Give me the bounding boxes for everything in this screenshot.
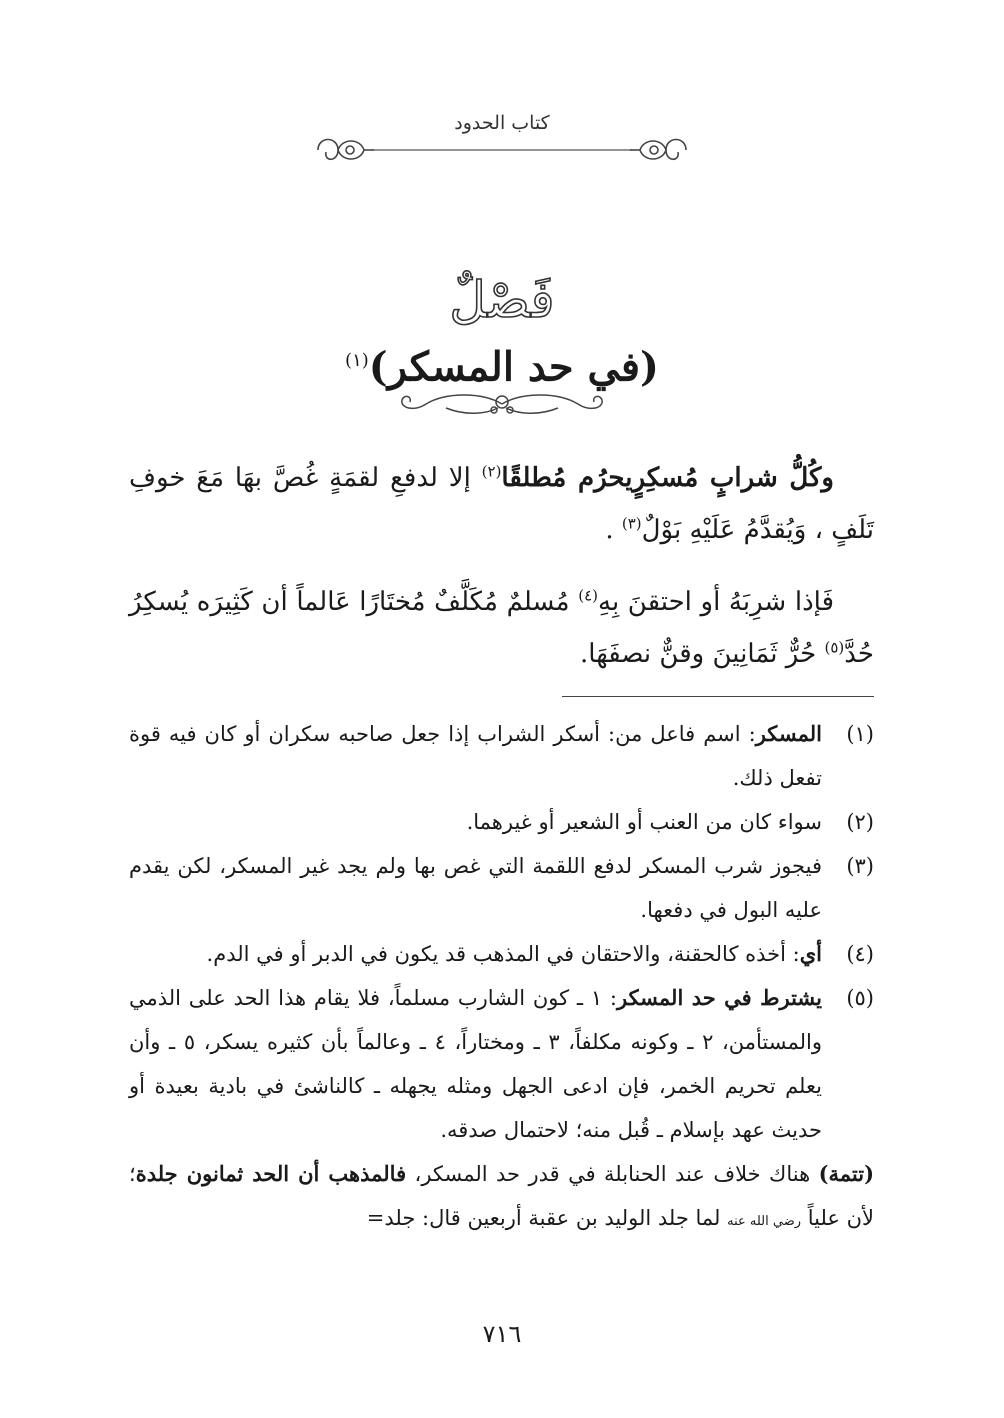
footnote-bold: يشترط في حد المسكر bbox=[617, 985, 822, 1010]
main-p2-a: فَإذا شرِبَهُ أو احتقنَ بِهِ bbox=[598, 587, 834, 617]
main-paragraph-2 bbox=[129, 576, 874, 680]
footnote-number: (١) bbox=[846, 722, 874, 746]
tatimma-bold: فالمذهب أن الحد ثمانون جلدة bbox=[135, 1161, 407, 1186]
footnote-text: : اسم فاعل من: أسكر الشراب إذا جعل صاحبه سكران أو كان فيه قوة تفعل ذلك. bbox=[129, 722, 822, 790]
running-header: كتاب الحدود bbox=[454, 112, 550, 134]
main-text bbox=[129, 452, 874, 700]
main-p1-lead: وكُلُّ شرابٍ مُسكِرٍيحرُم مُطلقًا bbox=[501, 463, 834, 493]
footnote-1 bbox=[129, 712, 874, 800]
footnote-bold: أي bbox=[799, 941, 822, 966]
footnote-number: (٣) bbox=[846, 854, 874, 878]
main-paragraph-1 bbox=[129, 452, 874, 556]
tatimma-text-1: هناك خلاف عند الحنابلة في قدر حد المسكر، bbox=[406, 1162, 819, 1186]
footnote-ref-5: (٥) bbox=[824, 638, 845, 657]
main-p2-b: مُسلمٌ مُكَلَّفٌ مُختَارًا عَالماً أن كَثِيرَه يُسكِرُ حُدَّ bbox=[129, 587, 874, 669]
main-p1-end: . bbox=[605, 515, 622, 545]
footnote-2 bbox=[129, 800, 874, 844]
honorific-text: رضي الله عنه bbox=[727, 1214, 802, 1229]
footnote-text: سواء كان من العنب أو الشعير أو غيرهما. bbox=[466, 810, 822, 834]
footnote-divider bbox=[562, 696, 874, 697]
tatimma-text-3: لما جلد الوليد بن عقبة أربعين قال: جلد= bbox=[366, 1206, 728, 1230]
main-p2-c: حُرٌّ ثَمَانِينَ وقنٌّ نصفَهَا. bbox=[580, 639, 825, 669]
title-ornament-icon bbox=[386, 388, 618, 420]
footnote-bold: المسكر bbox=[755, 721, 822, 746]
footnote-number: (٢) bbox=[846, 810, 874, 834]
footnote-number: (٤) bbox=[846, 942, 874, 966]
footnote-text: : أخذه كالحقنة، والاحتقان في المذهب قد يكون في الدبر أو في الدم. bbox=[206, 942, 800, 966]
chapter-subtitle-text: (في حد المسكر) bbox=[368, 343, 659, 391]
chapter-subtitle bbox=[0, 336, 1004, 392]
footnote-ref-2: (٢) bbox=[481, 462, 502, 481]
footnote-5 bbox=[129, 976, 874, 1152]
footnote-ref-1: (١) bbox=[345, 350, 369, 371]
footnote-text: فيجوز شرب المسكر لدفع اللقمة التي غص بها ولم يجد غير المسكر، لكن يقدم عليه البول في دفعها. bbox=[129, 854, 822, 922]
footnotes bbox=[129, 712, 874, 1244]
header-ornament-icon bbox=[308, 128, 696, 172]
footnote-text: : ١ ـ كون الشارب مسلماً، فلا يقام هذا الحد على الذمي والمستأمن، ٢ ـ وكونه مكلفاً، ٣ ـ ومختاراً، ٤ ـ وعالماً بأن كثيره يسكر، ٥ ـ وأن يعلم تحريم الخمر، فإن ادعى الجهل ومثله يجهله ـ كالناشئ في بادية بعيدة أو حديث عهد بإسلام ـ قُبل منه؛ لاحتمال صدقه. bbox=[129, 986, 822, 1142]
footnote-tatimma bbox=[129, 1152, 874, 1244]
page-number: ٧١٦ bbox=[482, 1320, 522, 1348]
footnote-4 bbox=[129, 932, 874, 976]
chapter-heading: فَصْلٌ bbox=[449, 271, 555, 329]
footnote-ref-4: (٤) bbox=[578, 586, 599, 605]
tatimma-label: (تتمة) bbox=[818, 1161, 875, 1186]
footnote-number: (٥) bbox=[846, 986, 874, 1010]
footnote-ref-3: (٣) bbox=[621, 514, 642, 533]
footnote-3 bbox=[129, 844, 874, 932]
tatimma-text-2: ؛ لأن علياً bbox=[129, 1162, 874, 1230]
main-p1-mid: إلا لدفعِ لقمَةٍ غُصَّ بهَا مَعَ خوفِ تَلَفٍ ، وَيُقدَّمُ عَلَيْهِ بَوْلٌ bbox=[129, 463, 874, 545]
